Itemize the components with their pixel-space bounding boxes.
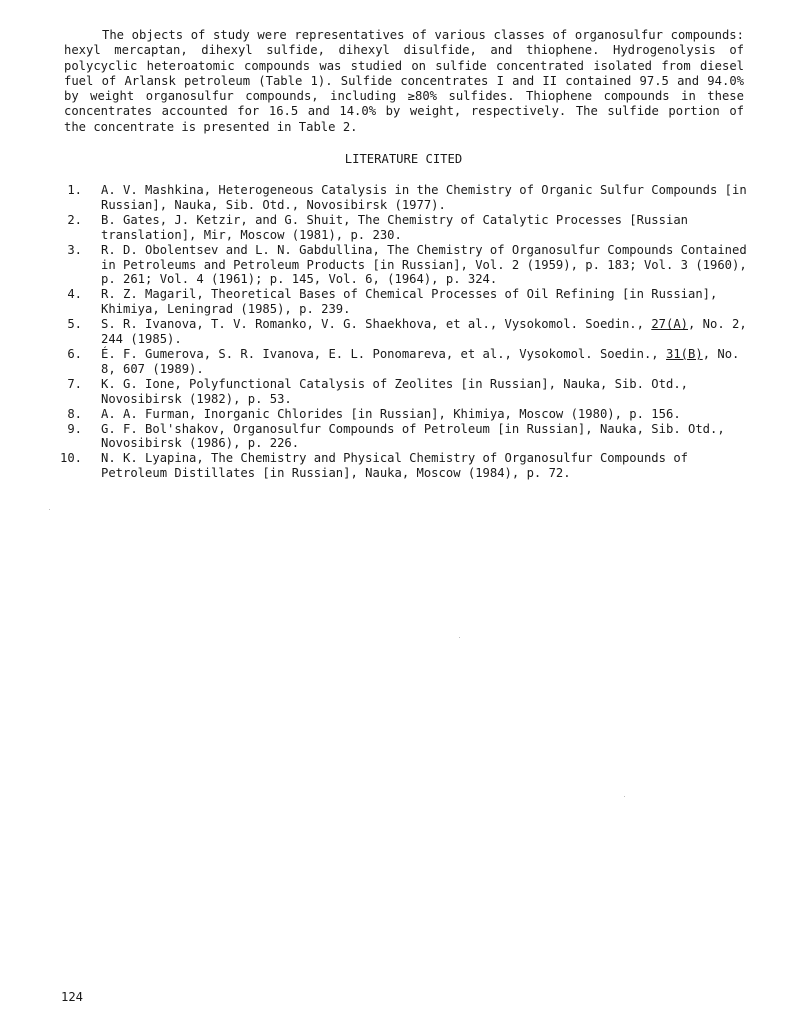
reference-item xyxy=(40,407,752,422)
reference-text: R. Z. Magaril, Theoretical Bases of Chemical Processes of Oil Refining [in Russian], Khimiya, Leningrad (1985), p. 239. xyxy=(101,287,718,317)
scan-speck xyxy=(459,637,460,638)
reference-item xyxy=(40,183,752,213)
reference-item xyxy=(40,243,752,288)
reference-item xyxy=(40,422,752,452)
reference-text: R. D. Obolentsev and L. N. Gabdullina, The Chemistry of Organosulfur Compounds Contained in Petroleums and Petroleum Products [in Russian], Vol. 2 (1959), p. 183; Vol. 3 (1960), p. 261; Vol. 4 (1961); p. 145, Vol. 6, (1964), p. 324. xyxy=(101,242,747,287)
reference-number: 1. xyxy=(67,183,82,197)
reference-text-pre: É. F. Gumerova, S. R. Ivanova, E. L. Ponomareva, et al., Vysokomol. Soedin., xyxy=(101,346,666,361)
reference-item xyxy=(40,347,752,377)
reference-number: 2. xyxy=(67,212,82,227)
reference-item xyxy=(40,317,752,347)
reference-number: 3. xyxy=(67,242,82,257)
reference-text: B. Gates, J. Ketzir, and G. Shuit, The Chemistry of Catalytic Processes [Russian translation], Mir, Moscow (1981), p. 230. xyxy=(101,212,688,242)
reference-item xyxy=(40,287,752,317)
reference-number: 8. xyxy=(67,406,82,421)
journal-volume: 27(A) xyxy=(651,317,688,332)
journal-volume: 31(B) xyxy=(666,346,703,361)
reference-number: 7. xyxy=(67,376,82,391)
reference-text: A. V. Mashkina, Heterogeneous Catalysis in the Chemistry of Organic Sulfur Compounds [in Russian], Nauka, Sib. Otd., Novosibirsk (1977). xyxy=(101,183,747,212)
reference-text: G. F. Bol'shakov, Organosulfur Compounds of Petroleum [in Russian], Nauka, Sib. Otd., Novosibirsk (1986), p. 226. xyxy=(101,421,725,451)
section-heading: LITERATURE CITED xyxy=(344,152,463,166)
reference-text-pre: S. R. Ivanova, T. V. Romanko, V. G. Shaekhova, et al., Vysokomol. Soedin., xyxy=(101,317,652,332)
reference-item xyxy=(40,451,752,481)
reference-text-post: , No. 8, 607 (1989). xyxy=(101,346,740,376)
reference-list xyxy=(40,183,752,481)
body-paragraph: The objects of study were representatives of various classes of organosulfur compounds: hexyl mercaptan, dihexyl sulfide, dihexyl disulfide, and thiophene. Hydrogenolysis of polycyclic heteroatomic compounds was studied on sulfide concentrated isolated from diesel fuel of Arlansk petroleum (Table 1). Sulfide concentrates I and II contained 97.5 and 94.0% by weight organosulfur compounds, including ≥80% sulfides. Thiophene compounds in these concentrates accounted for 16.5 and 14.0% by weight, respectively. The sulfide portion of the concentrate is presented in Table 2. xyxy=(64,28,744,134)
reference-item xyxy=(40,377,752,407)
reference-number: 6. xyxy=(67,346,82,361)
reference-number: 5. xyxy=(67,317,82,332)
page-number: 124 xyxy=(61,990,84,1004)
reference-text xyxy=(101,317,747,346)
reference-text: A. A. Furman, Inorganic Chlorides [in Russian], Khimiya, Moscow (1980), p. 156. xyxy=(101,406,681,421)
reference-number: 9. xyxy=(67,421,82,436)
reference-text xyxy=(101,347,739,376)
reference-number: 10. xyxy=(59,451,82,466)
reference-item xyxy=(40,213,752,243)
reference-text-post: , No. 2, 244 (1985). xyxy=(101,317,747,347)
reference-number: 4. xyxy=(67,287,82,302)
reference-text: K. G. Ione, Polyfunctional Catalysis of Zeolites [in Russian], Nauka, Sib. Otd., Novosibirsk (1982), p. 53. xyxy=(101,376,688,406)
scan-speck xyxy=(624,796,625,797)
scan-speck xyxy=(49,509,50,510)
reference-text: N. K. Lyapina, The Chemistry and Physical Chemistry of Organosulfur Compounds of Petroleum Distillates [in Russian], Nauka, Moscow (1984), p. 72. xyxy=(101,451,688,481)
